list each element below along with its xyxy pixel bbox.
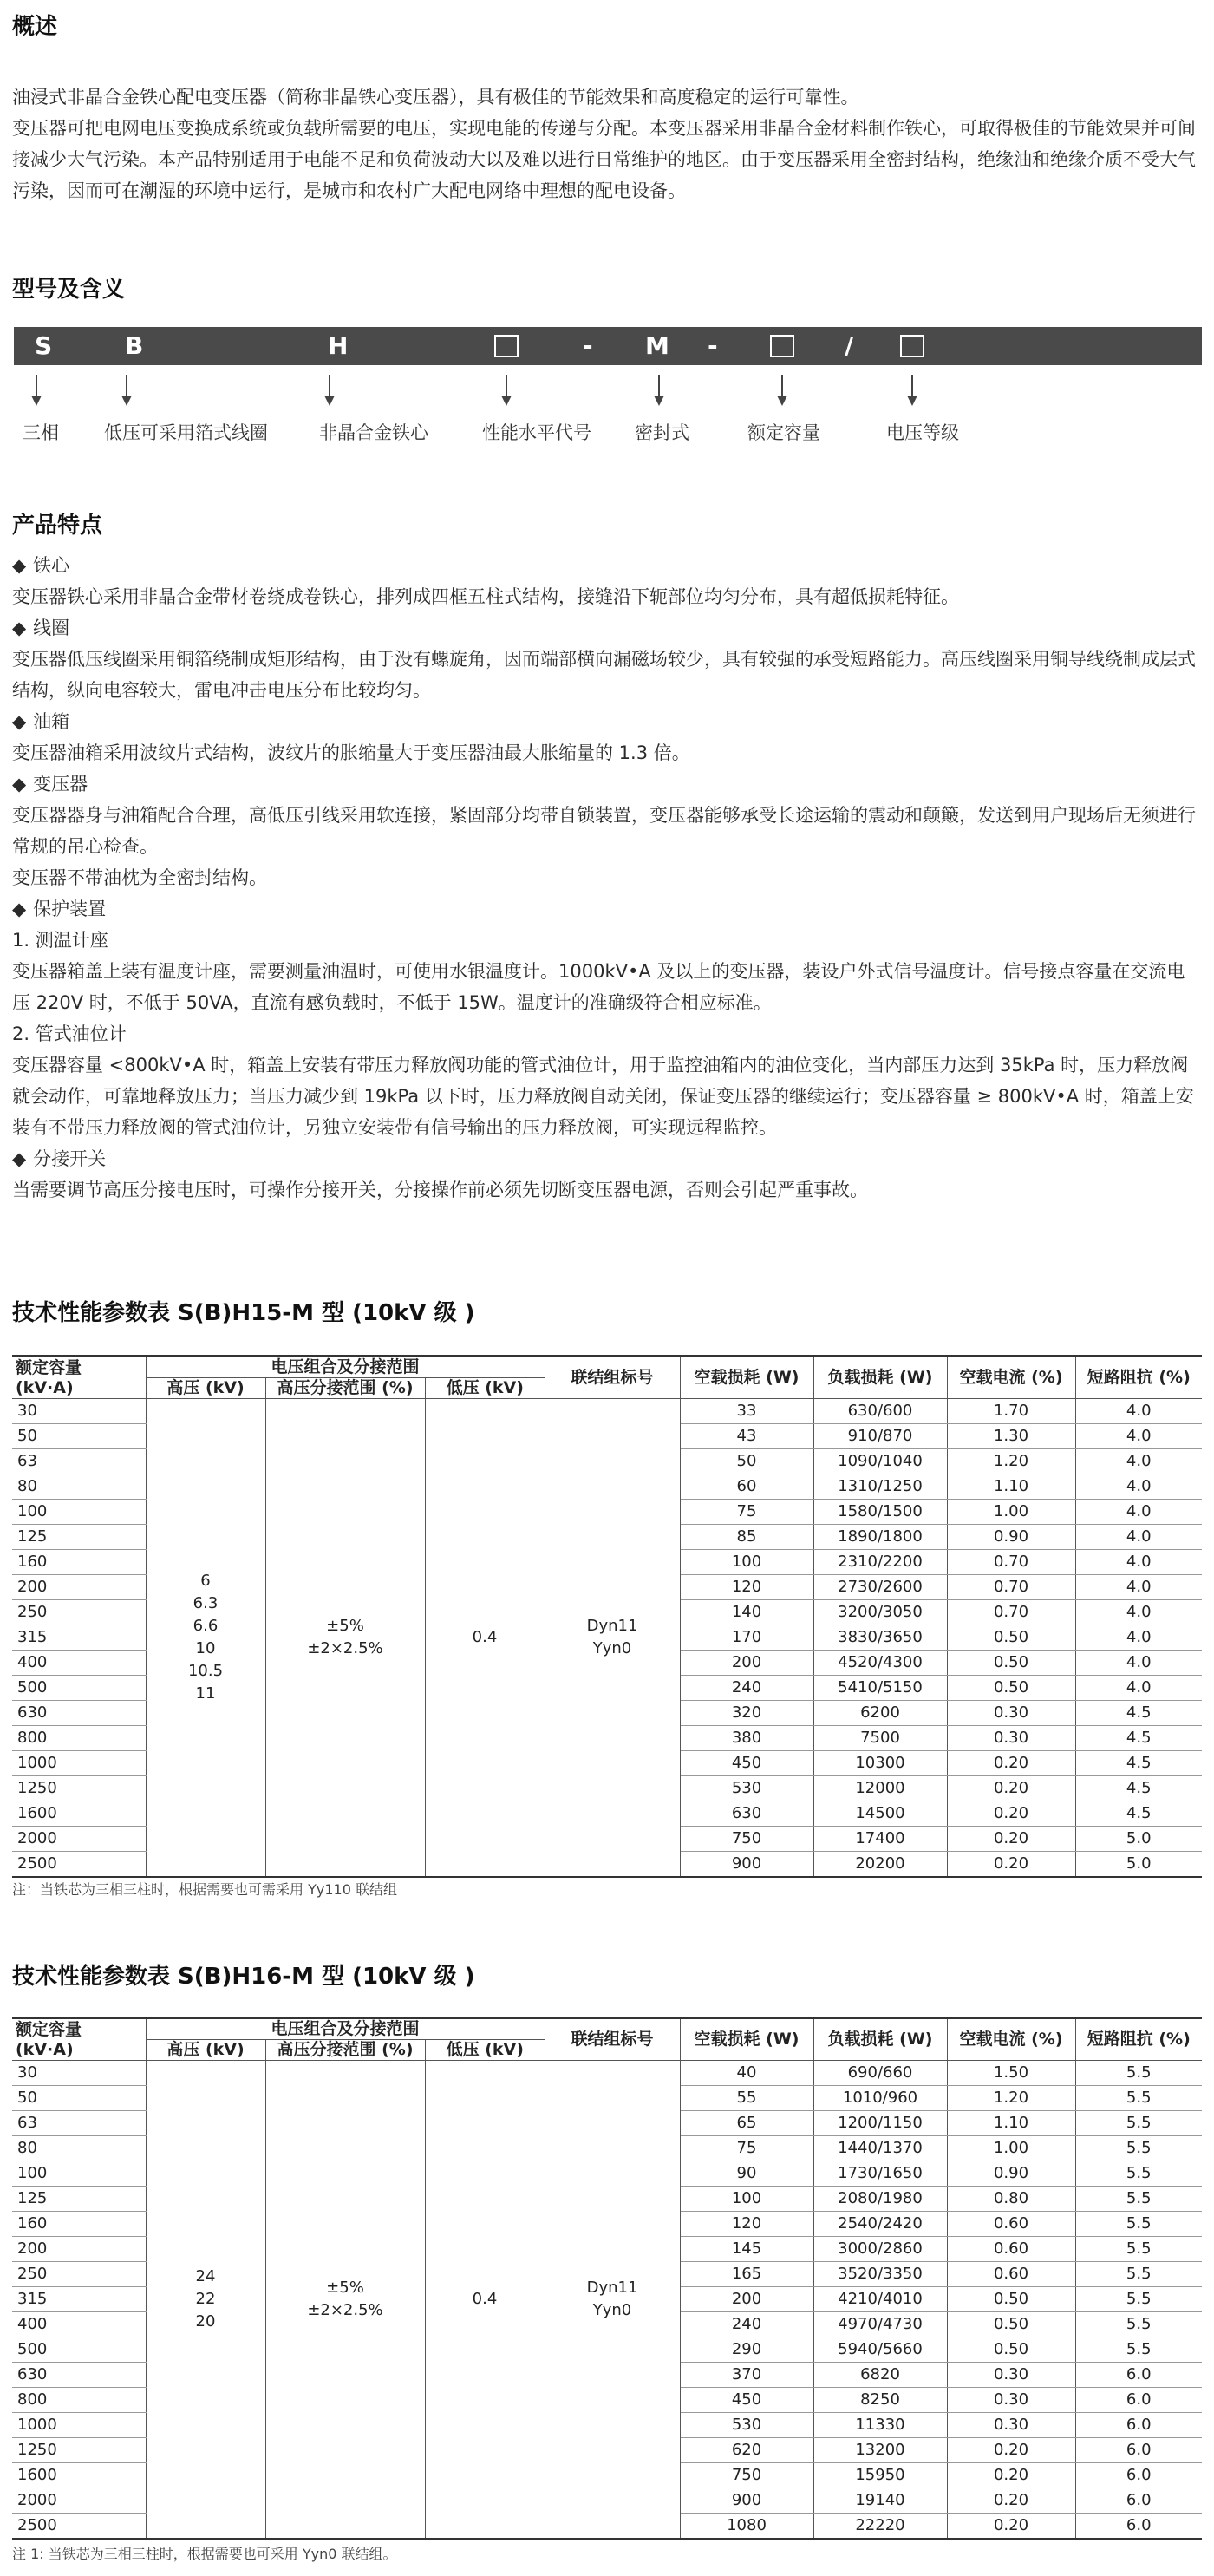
load-loss-cell: 4210/4010 xyxy=(813,2287,947,2312)
load-loss-cell: 12000 xyxy=(813,1776,947,1801)
code-slash: / xyxy=(845,331,854,360)
noload-loss-cell: 750 xyxy=(680,2463,813,2488)
feature-text-transformer-2: 变压器不带油枕为全密封结构。 xyxy=(12,867,267,888)
feature-sub-heading-oil-gauge: 2. 管式油位计 xyxy=(12,1023,127,1044)
load-loss-cell: 6200 xyxy=(813,1701,947,1726)
noload-current-cell: 0.50 xyxy=(947,2337,1075,2363)
capacity-cell: 2500 xyxy=(12,2514,146,2540)
load-loss-cell: 4520/4300 xyxy=(813,1651,947,1676)
load-loss-cell: 910/870 xyxy=(813,1424,947,1449)
capacity-cell: 315 xyxy=(12,2287,146,2312)
impedance-cell: 6.0 xyxy=(1075,2514,1202,2540)
diamond-bullet-icon: ◆ xyxy=(12,774,27,794)
impedance-cell: 5.5 xyxy=(1075,2312,1202,2337)
noload-loss-cell: 75 xyxy=(680,1500,813,1525)
load-loss-cell: 2310/2200 xyxy=(813,1550,947,1575)
impedance-cell: 4.5 xyxy=(1075,1726,1202,1751)
impedance-cell: 5.5 xyxy=(1075,2262,1202,2287)
load-loss-cell: 15950 xyxy=(813,2463,947,2488)
capacity-cell: 800 xyxy=(12,2388,146,2413)
noload-current-cell: 0.20 xyxy=(947,1827,1075,1852)
noload-current-cell: 1.00 xyxy=(947,1500,1075,1525)
noload-current-cell: 0.50 xyxy=(947,1676,1075,1701)
meaning-foil-coil: 低压可采用箔式线圈 xyxy=(104,422,268,443)
load-loss-cell: 5410/5150 xyxy=(813,1676,947,1701)
noload-loss-cell: 900 xyxy=(680,2488,813,2514)
load-loss-cell: 1730/1650 xyxy=(813,2161,947,2187)
meaning-performance-code: 性能水平代号 xyxy=(482,422,591,443)
noload-loss-cell: 90 xyxy=(680,2161,813,2187)
header-capacity: 额定容量 (kV·A) xyxy=(12,1357,146,1399)
header-hv: 高压 (kV) xyxy=(146,1378,265,1399)
code-h: H xyxy=(328,331,349,360)
impedance-cell: 6.0 xyxy=(1075,2438,1202,2463)
impedance-cell: 5.5 xyxy=(1075,2287,1202,2312)
model-title: 型号及含义 xyxy=(12,277,126,303)
noload-loss-cell: 750 xyxy=(680,1827,813,1852)
diamond-bullet-icon: ◆ xyxy=(12,555,27,576)
noload-current-cell: 0.20 xyxy=(947,2463,1075,2488)
noload-loss-cell: 43 xyxy=(680,1424,813,1449)
capacity-cell: 200 xyxy=(12,2237,146,2262)
header-lv: 低压 (kV) xyxy=(425,2040,545,2061)
feature-heading-transformer: ◆ 变压器 xyxy=(12,774,88,794)
noload-current-cell: 0.20 xyxy=(947,1852,1075,1878)
impedance-cell: 4.0 xyxy=(1075,1449,1202,1474)
capacity-cell: 160 xyxy=(12,1550,146,1575)
noload-current-cell: 0.60 xyxy=(947,2237,1075,2262)
noload-current-cell: 0.20 xyxy=(947,2438,1075,2463)
feature-heading-coil: ◆ 线圈 xyxy=(12,618,70,638)
impedance-cell: 4.0 xyxy=(1075,1625,1202,1651)
load-loss-cell: 3520/3350 xyxy=(813,2262,947,2287)
capacity-cell: 2500 xyxy=(12,1852,146,1878)
noload-current-cell: 0.90 xyxy=(947,1525,1075,1550)
noload-loss-cell: 200 xyxy=(680,1651,813,1676)
table-row xyxy=(12,1399,1202,1424)
capacity-cell: 1600 xyxy=(12,2463,146,2488)
capacity-cell: 100 xyxy=(12,2161,146,2187)
load-loss-cell: 2730/2600 xyxy=(813,1575,947,1600)
capacity-cell: 630 xyxy=(12,1701,146,1726)
noload-current-cell: 1.70 xyxy=(947,1399,1075,1424)
impedance-cell: 4.0 xyxy=(1075,1500,1202,1525)
capacity-cell: 1000 xyxy=(12,1751,146,1776)
capacity-cell: 125 xyxy=(12,2187,146,2212)
impedance-cell: 5.5 xyxy=(1075,2237,1202,2262)
capacity-cell: 50 xyxy=(12,1424,146,1449)
noload-current-cell: 0.70 xyxy=(947,1550,1075,1575)
impedance-cell: 4.0 xyxy=(1075,1424,1202,1449)
diamond-bullet-icon: ◆ xyxy=(12,711,27,732)
impedance-cell: 4.0 xyxy=(1075,1474,1202,1500)
feature-heading-tap-changer: ◆ 分接开关 xyxy=(12,1148,107,1169)
noload-current-cell: 0.30 xyxy=(947,1726,1075,1751)
capacity-cell: 630 xyxy=(12,2363,146,2388)
table1-note: 注：当铁芯为三相三柱时，根据需要也可需采用 Yy110 联结组 xyxy=(12,1881,397,1898)
load-loss-cell: 3830/3650 xyxy=(813,1625,947,1651)
impedance-cell: 4.0 xyxy=(1075,1651,1202,1676)
load-loss-cell: 1580/1500 xyxy=(813,1500,947,1525)
diamond-bullet-icon: ◆ xyxy=(12,899,27,919)
header-impedance: 短路阻抗 (%) xyxy=(1075,2018,1202,2061)
noload-loss-cell: 450 xyxy=(680,2388,813,2413)
noload-current-cell: 0.50 xyxy=(947,2312,1075,2337)
noload-loss-cell: 120 xyxy=(680,2212,813,2237)
noload-loss-cell: 60 xyxy=(680,1474,813,1500)
load-loss-cell: 2080/1980 xyxy=(813,2187,947,2212)
vector-group-cell: Dyn11 Yyn0 xyxy=(545,1399,680,1878)
code-b: B xyxy=(125,331,144,360)
feature-heading-tank: ◆ 油箱 xyxy=(12,711,70,732)
noload-loss-cell: 40 xyxy=(680,2061,813,2086)
load-loss-cell: 7500 xyxy=(813,1726,947,1751)
code-m: M xyxy=(645,331,669,360)
capacity-cell: 400 xyxy=(12,2312,146,2337)
capacity-cell: 63 xyxy=(12,2111,146,2136)
noload-current-cell: 0.20 xyxy=(947,1751,1075,1776)
noload-current-cell: 1.10 xyxy=(947,1474,1075,1500)
features-title: 产品特点 xyxy=(12,513,103,539)
noload-loss-cell: 290 xyxy=(680,2337,813,2363)
load-loss-cell: 3200/3050 xyxy=(813,1600,947,1625)
noload-loss-cell: 320 xyxy=(680,1701,813,1726)
noload-current-cell: 0.60 xyxy=(947,2262,1075,2287)
impedance-cell: 4.0 xyxy=(1075,1575,1202,1600)
noload-current-cell: 1.00 xyxy=(947,2136,1075,2161)
load-loss-cell: 690/660 xyxy=(813,2061,947,2086)
capacity-cell: 2000 xyxy=(12,2488,146,2514)
impedance-cell: 6.0 xyxy=(1075,2388,1202,2413)
noload-loss-cell: 165 xyxy=(680,2262,813,2287)
capacity-cell: 30 xyxy=(12,1399,146,1424)
noload-current-cell: 0.50 xyxy=(947,1651,1075,1676)
load-loss-cell: 5940/5660 xyxy=(813,2337,947,2363)
impedance-cell: 5.0 xyxy=(1075,1827,1202,1852)
header-load-loss: 负载损耗 (W) xyxy=(813,1357,947,1399)
capacity-cell: 2000 xyxy=(12,1827,146,1852)
code-performance-box xyxy=(494,335,519,357)
spec-table-sbh15 xyxy=(12,1355,1202,1878)
load-loss-cell: 19140 xyxy=(813,2488,947,2514)
feature-text-tap-changer: 当需要调节高压分接电压时，可操作分接开关，分接操作前必须先切断变压器电源，否则会引起严重事故。 xyxy=(12,1180,868,1200)
capacity-cell: 63 xyxy=(12,1449,146,1474)
noload-current-cell: 1.30 xyxy=(947,1424,1075,1449)
impedance-cell: 5.5 xyxy=(1075,2187,1202,2212)
hv-cell: 24 22 20 xyxy=(146,2061,265,2540)
impedance-cell: 4.0 xyxy=(1075,1600,1202,1625)
feature-sub-heading-thermometer: 1. 测温计座 xyxy=(12,930,108,951)
capacity-cell: 500 xyxy=(12,2337,146,2363)
capacity-cell: 1600 xyxy=(12,1801,146,1827)
noload-loss-cell: 50 xyxy=(680,1449,813,1474)
impedance-cell: 6.0 xyxy=(1075,2413,1202,2438)
noload-loss-cell: 450 xyxy=(680,1751,813,1776)
noload-loss-cell: 65 xyxy=(680,2111,813,2136)
load-loss-cell: 3000/2860 xyxy=(813,2237,947,2262)
features-text xyxy=(12,550,1202,1206)
tap-range-cell: ±5% ±2×2.5% xyxy=(265,2061,425,2540)
capacity-cell: 250 xyxy=(12,2262,146,2287)
header-noload-current: 空载电流 (%) xyxy=(947,2018,1075,2061)
noload-loss-cell: 240 xyxy=(680,2312,813,2337)
capacity-cell: 315 xyxy=(12,1625,146,1651)
capacity-cell: 500 xyxy=(12,1676,146,1701)
capacity-cell: 160 xyxy=(12,2212,146,2237)
header-voltage-group: 电压组合及分接范围 xyxy=(146,2018,545,2040)
code-voltage-box xyxy=(900,335,924,357)
noload-loss-cell: 170 xyxy=(680,1625,813,1651)
header-impedance: 短路阻抗 (%) xyxy=(1075,1357,1202,1399)
noload-loss-cell: 370 xyxy=(680,2363,813,2388)
noload-loss-cell: 240 xyxy=(680,1676,813,1701)
noload-loss-cell: 75 xyxy=(680,2136,813,2161)
noload-loss-cell: 33 xyxy=(680,1399,813,1424)
overview-title: 概述 xyxy=(12,14,58,40)
arrow-down-icon xyxy=(777,396,787,406)
impedance-cell: 6.0 xyxy=(1075,2363,1202,2388)
load-loss-cell: 6820 xyxy=(813,2363,947,2388)
load-loss-cell: 10300 xyxy=(813,1751,947,1776)
impedance-cell: 5.5 xyxy=(1075,2086,1202,2111)
noload-loss-cell: 200 xyxy=(680,2287,813,2312)
impedance-cell: 4.0 xyxy=(1075,1399,1202,1424)
capacity-cell: 1000 xyxy=(12,2413,146,2438)
noload-current-cell: 0.70 xyxy=(947,1600,1075,1625)
noload-loss-cell: 55 xyxy=(680,2086,813,2111)
noload-loss-cell: 145 xyxy=(680,2237,813,2262)
noload-current-cell: 0.30 xyxy=(947,2388,1075,2413)
noload-loss-cell: 100 xyxy=(680,1550,813,1575)
table2-note: 注 1: 当铁芯为三相三柱时，根据需要也可采用 Yyn0 联结组。 xyxy=(12,2546,397,2562)
load-loss-cell: 1310/1250 xyxy=(813,1474,947,1500)
capacity-cell: 80 xyxy=(12,2136,146,2161)
arrow-down-icon xyxy=(324,396,335,406)
arrow-down-icon xyxy=(31,396,42,406)
capacity-cell: 80 xyxy=(12,1474,146,1500)
load-loss-cell: 17400 xyxy=(813,1827,947,1852)
model-code-bar xyxy=(14,327,1202,365)
code-dash-1: - xyxy=(583,331,593,360)
load-loss-cell: 1890/1800 xyxy=(813,1525,947,1550)
header-tap-range: 高压分接范围 (%) xyxy=(265,2040,425,2061)
capacity-cell: 100 xyxy=(12,1500,146,1525)
arrow-down-icon xyxy=(654,396,664,406)
load-loss-cell: 14500 xyxy=(813,1801,947,1827)
noload-loss-cell: 120 xyxy=(680,1575,813,1600)
capacity-cell: 1250 xyxy=(12,1776,146,1801)
diamond-bullet-icon: ◆ xyxy=(12,1148,27,1169)
noload-current-cell: 0.20 xyxy=(947,1801,1075,1827)
impedance-cell: 6.0 xyxy=(1075,2488,1202,2514)
noload-current-cell: 0.50 xyxy=(947,2287,1075,2312)
capacity-cell: 250 xyxy=(12,1600,146,1625)
impedance-cell: 5.5 xyxy=(1075,2337,1202,2363)
impedance-cell: 5.5 xyxy=(1075,2212,1202,2237)
noload-current-cell: 0.30 xyxy=(947,1701,1075,1726)
noload-loss-cell: 1080 xyxy=(680,2514,813,2540)
impedance-cell: 4.5 xyxy=(1075,1701,1202,1726)
table2-title: 技术性能参数表 S(B)H16-M 型 (10kV 级 ) xyxy=(12,1964,475,1990)
noload-current-cell: 0.30 xyxy=(947,2413,1075,2438)
feature-text-core: 变压器铁心采用非晶合金带材卷绕成卷铁心，排列成四框五柱式结构，接缝沿下轭部位均匀分布，具有超低损耗特征。 xyxy=(12,586,959,607)
header-tap-range: 高压分接范围 (%) xyxy=(265,1378,425,1399)
noload-current-cell: 1.20 xyxy=(947,1449,1075,1474)
load-loss-cell: 4970/4730 xyxy=(813,2312,947,2337)
feature-heading-protection: ◆ 保护装置 xyxy=(12,899,107,919)
impedance-cell: 5.5 xyxy=(1075,2111,1202,2136)
header-vector-group: 联结组标号 xyxy=(545,1357,680,1399)
capacity-cell: 1250 xyxy=(12,2438,146,2463)
impedance-cell: 5.5 xyxy=(1075,2161,1202,2187)
load-loss-cell: 22220 xyxy=(813,2514,947,2540)
load-loss-cell: 11330 xyxy=(813,2413,947,2438)
meaning-amorphous-core: 非晶合金铁心 xyxy=(319,422,428,443)
table-row xyxy=(12,2061,1202,2086)
load-loss-cell: 1090/1040 xyxy=(813,1449,947,1474)
impedance-cell: 6.0 xyxy=(1075,2463,1202,2488)
impedance-cell: 4.0 xyxy=(1075,1676,1202,1701)
diamond-bullet-icon: ◆ xyxy=(12,618,27,638)
feature-text-coil: 变压器低压线圈采用铜箔绕制成矩形结构，由于没有螺旋角，因而端部横向漏磁场较少，具有较强的承受短路能力。高压线圈采用铜导线绕制成层式结构，纵向电容较大，雷电冲击电压分布比较均匀。 xyxy=(12,649,1196,701)
noload-current-cell: 0.20 xyxy=(947,1776,1075,1801)
load-loss-cell: 630/600 xyxy=(813,1399,947,1424)
noload-current-cell: 0.20 xyxy=(947,2514,1075,2540)
header-load-loss: 负载损耗 (W) xyxy=(813,2018,947,2061)
overview-para-2: 变压器可把电网电压变换成系统或负载所需要的电压，实现电能的传递与分配。本变压器采用非晶合金材料制作铁心，可取得极佳的节能效果并可间接减少大气污染。本产品特别适用于电能不足和负荷波动大以及难以进行日常维护的地区。由于变压器采用全密封结构，绝缘油和绝缘介质不受大气污染，因而可在潮湿的环境中运行，是城市和农村广大配电网络中理想的配电设备。 xyxy=(12,118,1196,201)
code-capacity-box xyxy=(770,335,794,357)
load-loss-cell: 1200/1150 xyxy=(813,2111,947,2136)
tap-range-cell: ±5% ±2×2.5% xyxy=(265,1399,425,1878)
capacity-cell: 200 xyxy=(12,1575,146,1600)
arrow-down-icon xyxy=(907,396,917,406)
code-dash-2: - xyxy=(708,331,718,360)
impedance-cell: 4.0 xyxy=(1075,1525,1202,1550)
vector-group-cell: Dyn11 Yyn0 xyxy=(545,2061,680,2540)
header-vector-group: 联结组标号 xyxy=(545,2018,680,2061)
lv-cell: 0.4 xyxy=(425,2061,545,2540)
noload-loss-cell: 620 xyxy=(680,2438,813,2463)
feature-text-transformer-1: 变压器器身与油箱配合合理，高低压引线采用软连接，紧固部分均带自锁装置，变压器能够承受长途运输的震动和颠簸，发送到用户现场后无须进行常规的吊心检查。 xyxy=(12,805,1196,857)
noload-loss-cell: 85 xyxy=(680,1525,813,1550)
header-noload-current: 空载电流 (%) xyxy=(947,1357,1075,1399)
header-hv: 高压 (kV) xyxy=(146,2040,265,2061)
meaning-sealed: 密封式 xyxy=(635,422,689,443)
noload-current-cell: 0.20 xyxy=(947,2488,1075,2514)
noload-loss-cell: 100 xyxy=(680,2187,813,2212)
noload-current-cell: 1.10 xyxy=(947,2111,1075,2136)
feature-text-tank: 变压器油箱采用波纹片式结构，波纹片的胀缩量大于变压器油最大胀缩量的 1.3 倍。 xyxy=(12,742,690,763)
noload-current-cell: 0.80 xyxy=(947,2187,1075,2212)
noload-current-cell: 1.20 xyxy=(947,2086,1075,2111)
overview-text xyxy=(12,82,1202,206)
load-loss-cell: 1010/960 xyxy=(813,2086,947,2111)
feature-text-oil-gauge: 变压器容量 <800kV•A 时，箱盖上安装有带压力释放阀功能的管式油位计，用于监控油箱内的油位变化，当内部压力达到 35kPa 时，压力释放阀就会动作，可靠地释放压力；当压力减少到 19kPa 以下时，压力释放阀自动关闭，保证变压器的继续运行；变压器容量 ≥ 800kV•A 时，箱盖上安装有不带压力释放阀的管式油位计，另独立安装带有信号输出的压力释放阀，可实现远程监控。 xyxy=(12,1055,1194,1138)
capacity-cell: 30 xyxy=(12,2061,146,2086)
meaning-voltage-class: 电压等级 xyxy=(886,422,959,443)
meaning-three-phase: 三相 xyxy=(23,422,59,443)
overview-para-1: 油浸式非晶合金铁心配电变压器（简称非晶铁心变压器），具有极佳的节能效果和高度稳定的运行可靠性。 xyxy=(12,87,859,108)
load-loss-cell: 13200 xyxy=(813,2438,947,2463)
lv-cell: 0.4 xyxy=(425,1399,545,1878)
noload-current-cell: 1.50 xyxy=(947,2061,1075,2086)
impedance-cell: 4.5 xyxy=(1075,1801,1202,1827)
table1-title: 技术性能参数表 S(B)H15-M 型 (10kV 级 ) xyxy=(12,1300,475,1326)
header-noload-loss: 空载损耗 (W) xyxy=(680,2018,813,2061)
noload-loss-cell: 530 xyxy=(680,2413,813,2438)
impedance-cell: 5.0 xyxy=(1075,1852,1202,1878)
hv-cell: 6 6.3 6.6 10 10.5 11 xyxy=(146,1399,265,1878)
noload-current-cell: 0.30 xyxy=(947,2363,1075,2388)
load-loss-cell: 8250 xyxy=(813,2388,947,2413)
arrow-down-icon xyxy=(121,396,132,406)
load-loss-cell: 1440/1370 xyxy=(813,2136,947,2161)
code-s: S xyxy=(35,331,53,360)
impedance-cell: 4.0 xyxy=(1075,1550,1202,1575)
header-noload-loss: 空载损耗 (W) xyxy=(680,1357,813,1399)
noload-loss-cell: 380 xyxy=(680,1726,813,1751)
feature-text-thermometer: 变压器箱盖上装有温度计座，需要测量油温时，可使用水银温度计。1000kV•A 及以上的变压器，装设户外式信号温度计。信号接点容量在交流电压 220V 时，不低于 50VA，直流有感负载时，不低于 15W。温度计的准确级符合相应标准。 xyxy=(12,961,1185,1013)
impedance-cell: 4.5 xyxy=(1075,1751,1202,1776)
noload-loss-cell: 900 xyxy=(680,1852,813,1878)
noload-current-cell: 0.50 xyxy=(947,1625,1075,1651)
capacity-cell: 50 xyxy=(12,2086,146,2111)
noload-loss-cell: 630 xyxy=(680,1801,813,1827)
feature-heading-core: ◆ 铁心 xyxy=(12,555,70,576)
noload-current-cell: 0.70 xyxy=(947,1575,1075,1600)
impedance-cell: 4.5 xyxy=(1075,1776,1202,1801)
header-capacity: 额定容量 (kV·A) xyxy=(12,2018,146,2061)
meaning-rated-capacity: 额定容量 xyxy=(747,422,820,443)
capacity-cell: 400 xyxy=(12,1651,146,1676)
load-loss-cell: 2540/2420 xyxy=(813,2212,947,2237)
arrow-down-icon xyxy=(501,396,512,406)
noload-current-cell: 0.60 xyxy=(947,2212,1075,2237)
impedance-cell: 5.5 xyxy=(1075,2136,1202,2161)
noload-loss-cell: 140 xyxy=(680,1600,813,1625)
header-voltage-group: 电压组合及分接范围 xyxy=(146,1357,545,1378)
capacity-cell: 800 xyxy=(12,1726,146,1751)
capacity-cell: 125 xyxy=(12,1525,146,1550)
spec-table-sbh16 xyxy=(12,2017,1202,2540)
impedance-cell: 5.5 xyxy=(1075,2061,1202,2086)
load-loss-cell: 20200 xyxy=(813,1852,947,1878)
noload-current-cell: 0.90 xyxy=(947,2161,1075,2187)
header-lv: 低压 (kV) xyxy=(425,1378,545,1399)
noload-loss-cell: 530 xyxy=(680,1776,813,1801)
